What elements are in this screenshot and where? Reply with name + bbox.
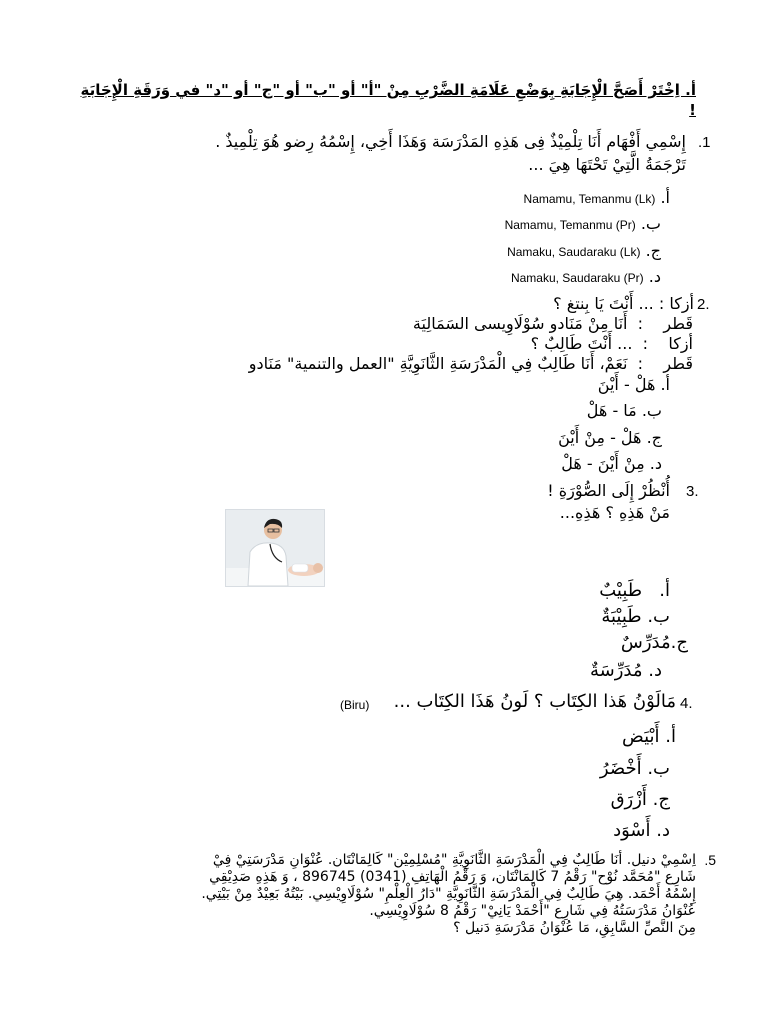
q5-passage	[68, 852, 696, 937]
q1-number: .1	[698, 134, 711, 151]
q1-line2: تَرْجَمَةُ الَّتِيْ تَحْتَهَا هِيَ ...	[528, 155, 686, 174]
q4-option-d[interactable]	[613, 820, 670, 842]
q2-dialog-3	[249, 354, 693, 374]
option-text: Namamu, Temanmu (Lk)	[523, 192, 656, 206]
q4-option-a[interactable]	[622, 726, 676, 748]
option-text: مُدَرِّسٌ	[620, 632, 671, 653]
colon: :	[637, 354, 644, 373]
q5-question: مِنَ النَّصِّ السَّابِقِ، مَا عُنْوَانُ مَدْرَسَةِ دَنيل ؟	[453, 920, 696, 936]
q2-option-a[interactable]	[598, 374, 670, 396]
q5-line-4: عُنْوَانُ مَدْرَسَتُهُ فِي شَارِع "أَحْمَدْ يَانِيْ" رَقْمُ 8 سُوْلَاوِيْسِي.	[369, 903, 696, 919]
option-letter: ج.	[670, 632, 688, 653]
colon: :	[637, 314, 644, 333]
option-text: أَزْرَق	[610, 789, 647, 810]
option-text: هَلْ - أَيْنَ	[597, 375, 656, 394]
colon: :	[642, 334, 648, 353]
q3-line1: أُنْظُرْ إِلَى الصُّوْرَةِ !	[547, 481, 670, 500]
option-text: أَخْضَرُ	[599, 758, 642, 779]
q1-option-b[interactable]	[505, 214, 661, 233]
q2-option-c[interactable]	[558, 427, 662, 449]
q1-line1: إِسْمِي أَفْهَام أَنَا تِلْمِيْذٌ فِى هَذِهِ المَدْرَسَة وَهَذَا أَخِي، إِسْمُهُ رِضو هُوَ تِلْمِيذٌ .	[215, 132, 686, 151]
option-text: مَا - هَلْ	[586, 401, 637, 420]
option-letter: ج.	[645, 241, 661, 260]
q4-hint: (Biru)	[340, 698, 370, 712]
option-text: Namaku, Saudaraku (Pr)	[510, 271, 644, 285]
option-text: طَبِيْبٌ	[599, 580, 643, 601]
option-letter: أ.	[665, 726, 676, 747]
option-letter: ج.	[652, 789, 670, 810]
q2-line1: أزكا : ... أَنْتَ يَا بِنتغ ؟	[553, 294, 694, 313]
speaker-name: قَطر	[663, 314, 693, 333]
dialog-text: أَنَا مِنْ مَنَادو سُوْلَاوِيسى السَمَالِيَة	[412, 314, 628, 333]
q2-option-b[interactable]	[587, 400, 662, 422]
q5-line-1: اِسْمِيْ دنيل. أنَا طَالِبٌ فِي الْمَدْرَسَةِ الثَّانَوِيَّةِ "مُسْلِمِيْن" كَالِمَانْتَان. عُنْوَانِ مَدْرَسَتِيْ فِيْ	[212, 852, 696, 868]
q5-line-2: شَارِع "مُحَمَّد نُوْح" رَقْمُ 7 كَالِمَانْتَان، وَ رَقْمُ الْهَاتِفِ (0341) 896745 ، وَ هَذِهِ صَدِيْقِي	[209, 869, 696, 885]
q2-dialog-1	[413, 314, 693, 334]
option-letter: ج.	[646, 428, 662, 447]
q3-option-b[interactable]	[601, 606, 670, 628]
q5-number: .5	[704, 852, 716, 868]
option-text: مِنْ أَيْنَ - هَلْ	[561, 454, 645, 473]
option-letter: ب.	[640, 214, 661, 233]
q1-option-c[interactable]	[507, 241, 661, 260]
q4-line1: مَالَوْنُ هَذا الكِتَاب ؟ لَونُ هَذَا الكِتَاب ...	[393, 691, 676, 712]
option-text: مُدَرِّسَةٌ	[590, 660, 643, 681]
option-text: أَبْيَض	[622, 726, 660, 747]
speaker-name: قَطر	[663, 354, 693, 373]
q3-line2: مَنْ هَذِهِ ؟ هَذِهِ...	[559, 503, 670, 522]
option-text: طَبِيْبَةٌ	[601, 606, 642, 627]
option-letter: ب.	[647, 606, 670, 627]
dialog-text: نَعَمْ، أَنَا طَالِبٌ فِي الْمَدْرَسَةِ الثَّانَوِيَّةِ "العمل والتنمية" مَنَادو	[248, 354, 628, 373]
q1-option-d[interactable]	[511, 267, 661, 286]
q3-option-d[interactable]	[590, 660, 662, 682]
instruction-heading: أ. اِخْتَرْ أَصَحَّ الْإِجَابَةِ بِوَضْعِ عَلَامَةِ الضَّرْبِ مِنْ "أ" أو "ب" أو "ج" أو "د" في وَرَقَةِ الْإِجَابَةِ !	[80, 81, 696, 119]
q2-dialog-2	[531, 334, 693, 354]
option-letter: د.	[648, 267, 661, 286]
doctor-with-baby-photo	[225, 509, 325, 587]
q4-option-c[interactable]	[611, 789, 670, 811]
q4-option-b[interactable]	[600, 758, 670, 780]
option-letter: أ.	[660, 188, 670, 207]
option-text: أَسْوَد	[613, 820, 651, 841]
q3-option-c[interactable]	[621, 632, 688, 654]
option-letter: أ.	[660, 375, 670, 394]
option-text: Namaku, Saudaraku (Lk)	[507, 245, 641, 259]
doctor-illustration	[226, 510, 324, 586]
q1-option-a[interactable]	[524, 188, 670, 207]
q5-line-3: إِسْمُهُ أَحْمَد. هِيَ طَالِبٌ فِي الْمَدْرَسَةِ الثَّانَوِيَّةِ "دَارُ الْعِلْمِ" سُوْلَاوِيْسِي. بَيْتُهُ بَعِيْدٌ مِنْ بَيْتِي.	[201, 886, 696, 902]
q3-option-a[interactable]	[599, 580, 670, 602]
q3-number: 3.	[686, 483, 699, 500]
option-letter: ب.	[647, 758, 670, 779]
option-letter: د.	[649, 454, 662, 473]
option-letter: أ.	[659, 580, 670, 601]
speaker-name: أزكا	[668, 334, 693, 353]
q4-number: 4.	[680, 695, 693, 712]
option-letter: د.	[656, 820, 670, 841]
option-letter: ب.	[641, 401, 662, 420]
option-text: Namamu, Temanmu (Pr)	[504, 218, 636, 232]
dialog-text: ... أَنْتَ طَالِبٌ ؟	[530, 334, 633, 353]
q2-number: 2.	[697, 296, 710, 313]
option-text: هَلْ - مِنْ أَيْنَ	[558, 428, 642, 447]
option-letter: د.	[648, 660, 662, 681]
q2-option-d[interactable]	[561, 453, 662, 475]
